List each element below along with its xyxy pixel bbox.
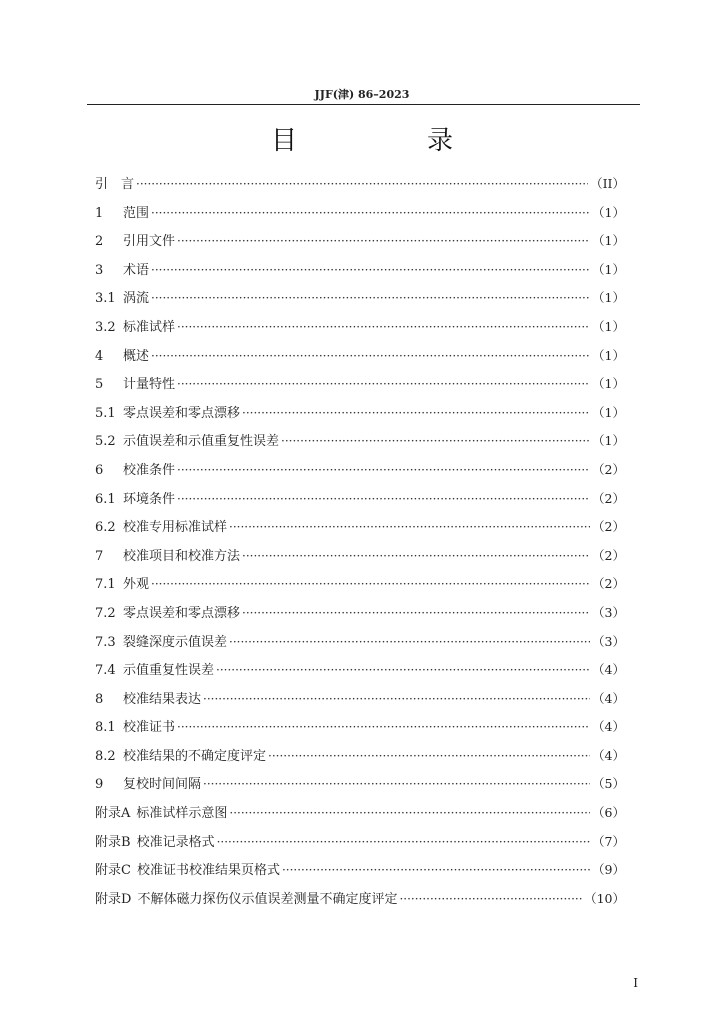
toc-entry-text: 范围 xyxy=(123,205,150,221)
toc-leader-dots xyxy=(281,427,590,456)
toc-entry-number: 7.1 xyxy=(95,577,116,593)
toc-entry-text: 校准证书校准结果页格式 xyxy=(136,863,280,879)
toc-entry-text: 校准结果的不确定度评定 xyxy=(123,748,267,764)
toc-entry-label xyxy=(95,600,240,629)
toc-entry-text: 环境条件 xyxy=(123,491,176,507)
toc-entry-label xyxy=(95,457,175,486)
toc-entry-text: 不解体磁力探伤仪示值误差测量不确定度评定 xyxy=(137,891,398,907)
toc-entry-page: （2） xyxy=(592,576,625,592)
toc-entry-label xyxy=(95,886,397,915)
document-code: JJF(津) 86–2023 xyxy=(314,88,410,101)
toc-entry[interactable] xyxy=(95,342,625,371)
toc-entry[interactable] xyxy=(95,570,625,599)
toc-leader-dots xyxy=(229,628,590,657)
toc-entry-page: （1） xyxy=(592,347,625,363)
toc-entry-page: （7） xyxy=(592,833,625,849)
toc-entry[interactable] xyxy=(95,713,625,742)
toc-entry-text: 校准结果表达 xyxy=(123,691,202,707)
toc-entry-number: 9 xyxy=(95,777,104,793)
toc-entry-number: 6.2 xyxy=(95,520,116,536)
toc-entry-number: 7 xyxy=(95,548,104,564)
toc-entry-label xyxy=(95,743,266,772)
toc-entry-label xyxy=(95,285,149,314)
toc-entry[interactable] xyxy=(95,828,625,857)
toc-entry-page: （9） xyxy=(592,862,625,878)
toc-entry[interactable] xyxy=(95,799,625,828)
toc-entry-page: （2） xyxy=(592,490,625,506)
toc-leader-dots xyxy=(203,770,590,799)
toc-entry-label xyxy=(95,771,201,800)
toc-entry[interactable] xyxy=(95,885,625,914)
toc-entry-label xyxy=(95,514,227,543)
toc-leader-dots xyxy=(242,399,590,428)
toc-entry-text: 示值重复性误差 xyxy=(123,663,215,679)
toc-entry-page: （1） xyxy=(592,433,625,449)
toc-entry-label xyxy=(95,629,227,658)
toc-leader-dots xyxy=(242,599,590,628)
toc-leader-dots xyxy=(177,485,590,514)
toc-entry[interactable] xyxy=(95,199,625,228)
page-number: I xyxy=(633,976,638,990)
toc-entry-number: 附录A xyxy=(95,806,131,822)
toc-entry-number: 5.2 xyxy=(95,434,116,450)
toc-entry-page: （1） xyxy=(592,404,625,420)
toc-entry-page: （1） xyxy=(592,376,625,392)
toc-leader-dots xyxy=(177,713,590,742)
toc-entry[interactable] xyxy=(95,542,625,571)
toc-entry-label xyxy=(95,486,175,515)
toc-leader-dots xyxy=(216,656,590,685)
toc-entry-text: 涡流 xyxy=(123,291,150,307)
toc-entry-text: 零点误差和零点漂移 xyxy=(123,605,241,621)
toc-leader-dots xyxy=(151,284,590,313)
toc-leader-dots xyxy=(399,885,582,914)
toc-entry-number: 1 xyxy=(95,205,104,221)
toc-entry[interactable] xyxy=(95,485,625,514)
toc-entry-text: 概述 xyxy=(123,348,150,364)
toc-entry[interactable] xyxy=(95,227,625,256)
toc-entry-number: 3 xyxy=(95,262,104,278)
toc-entry-label xyxy=(95,228,175,257)
toc-entry[interactable] xyxy=(95,628,625,657)
toc-entry[interactable] xyxy=(95,284,625,313)
toc-entry-label xyxy=(95,686,201,715)
toc-entry-page: （II） xyxy=(590,176,625,191)
toc-leader-dots xyxy=(229,799,590,828)
toc-entry[interactable] xyxy=(95,599,625,628)
toc-entry-number: 6.1 xyxy=(95,491,116,507)
toc-entry-page: （10） xyxy=(584,890,625,906)
toc-entry-page: （2） xyxy=(592,519,625,535)
toc-entry-number: 5 xyxy=(95,377,104,393)
toc-entry[interactable] xyxy=(95,256,625,285)
toc-entry-text: 术语 xyxy=(123,262,150,278)
toc-entry-label xyxy=(95,343,149,372)
toc-entry-text: 校准项目和校准方法 xyxy=(123,548,241,564)
toc-entry-label xyxy=(95,571,149,600)
toc-entry-page: （2） xyxy=(592,547,625,563)
toc-entry-label xyxy=(95,829,215,858)
toc-entry-page: （1） xyxy=(592,290,625,306)
toc-entry-number: 6 xyxy=(95,462,104,478)
toc-entry-page: （3） xyxy=(592,604,625,620)
toc-leader-dots xyxy=(151,199,590,228)
toc-leader-dots xyxy=(177,313,590,342)
toc-entry-text: 引 言 xyxy=(95,177,135,192)
toc-entry-text: 校准专用标准试样 xyxy=(123,520,228,536)
toc-entry-page: （4） xyxy=(592,747,625,763)
toc-entry-number: 5.1 xyxy=(95,405,116,421)
toc-leader-dots xyxy=(203,685,590,714)
toc-entry-number: 8.1 xyxy=(95,720,116,736)
toc-entry[interactable] xyxy=(95,170,625,199)
toc-entry-label xyxy=(95,314,175,343)
toc-entry-label xyxy=(95,543,240,572)
toc-entry-label xyxy=(95,200,149,229)
toc-entry-page: （4） xyxy=(592,662,625,678)
toc-entry[interactable] xyxy=(95,685,625,714)
toc-title: 目 录 xyxy=(270,126,505,156)
toc-entry-label xyxy=(95,257,149,286)
toc-entry-text: 标准试样 xyxy=(123,319,176,335)
toc-entry-text: 裂缝深度示值误差 xyxy=(123,634,228,650)
toc-leader-dots xyxy=(136,170,588,199)
toc-entry-page: （1） xyxy=(592,261,625,277)
toc-entry[interactable] xyxy=(95,770,625,799)
toc-leader-dots xyxy=(177,227,590,256)
toc-leader-dots xyxy=(242,542,590,571)
toc-entry-text: 标准试样示意图 xyxy=(136,806,228,822)
toc-entry-text: 复校时间间隔 xyxy=(123,777,202,793)
toc-leader-dots xyxy=(177,370,590,399)
toc-entry-text: 示值误差和示值重复性误差 xyxy=(123,434,280,450)
toc-entry-number: 4 xyxy=(95,348,104,364)
toc-entry-page: （1） xyxy=(592,204,625,220)
table-of-contents xyxy=(95,170,625,913)
toc-entry-text: 计量特性 xyxy=(123,377,176,393)
toc-entry-number: 2 xyxy=(95,234,104,250)
toc-entry[interactable] xyxy=(95,656,625,685)
toc-entry-label xyxy=(95,714,175,743)
toc-entry-page: （1） xyxy=(592,233,625,249)
toc-entry-text: 校准证书 xyxy=(123,720,176,736)
toc-leader-dots xyxy=(177,456,590,485)
toc-entry[interactable] xyxy=(95,456,625,485)
toc-entry-page: （4） xyxy=(592,690,625,706)
toc-entry-page: （2） xyxy=(592,461,625,477)
toc-entry-text: 外观 xyxy=(123,577,150,593)
toc-entry-number: 8 xyxy=(95,691,104,707)
toc-entry-label xyxy=(95,428,279,457)
toc-leader-dots xyxy=(151,570,590,599)
toc-entry-number: 7.3 xyxy=(95,634,116,650)
toc-entry-page: （4） xyxy=(592,719,625,735)
toc-entry-text: 零点误差和零点漂移 xyxy=(123,405,241,421)
toc-entry-label xyxy=(95,800,227,829)
toc-entry-text: 校准记录格式 xyxy=(136,834,215,850)
toc-leader-dots xyxy=(217,828,590,857)
toc-entry-label xyxy=(95,371,175,400)
toc-entry[interactable] xyxy=(95,370,625,399)
toc-entry-number: 7.2 xyxy=(95,605,116,621)
toc-entry-number: 附录B xyxy=(95,834,131,850)
toc-entry-number: 8.2 xyxy=(95,748,116,764)
toc-entry-page: （1） xyxy=(592,318,625,334)
toc-entry[interactable] xyxy=(95,742,625,771)
toc-entry-page: （6） xyxy=(592,805,625,821)
header-rule xyxy=(87,104,640,105)
toc-entry-number: 3.1 xyxy=(95,291,116,307)
toc-entry[interactable] xyxy=(95,856,625,885)
toc-entry-text: 引用文件 xyxy=(123,234,176,250)
toc-entry-label xyxy=(95,657,214,686)
toc-entry-page: （5） xyxy=(592,776,625,792)
toc-leader-dots xyxy=(151,342,590,371)
toc-entry-number: 7.4 xyxy=(95,663,116,679)
toc-entry[interactable] xyxy=(95,427,625,456)
toc-leader-dots xyxy=(268,742,590,771)
toc-entry-number: 附录C xyxy=(95,863,131,879)
toc-entry-page: （3） xyxy=(592,633,625,649)
toc-leader-dots xyxy=(151,256,590,285)
toc-entry-label xyxy=(95,171,134,200)
toc-entry[interactable] xyxy=(95,313,625,342)
toc-entry[interactable] xyxy=(95,399,625,428)
toc-leader-dots xyxy=(282,856,590,885)
toc-entry-label xyxy=(95,400,240,429)
toc-entry-label xyxy=(95,857,280,886)
toc-entry-text: 校准条件 xyxy=(123,462,176,478)
toc-entry-number: 3.2 xyxy=(95,319,116,335)
toc-entry-number: 附录D xyxy=(95,891,132,907)
toc-leader-dots xyxy=(229,513,590,542)
toc-entry[interactable] xyxy=(95,513,625,542)
